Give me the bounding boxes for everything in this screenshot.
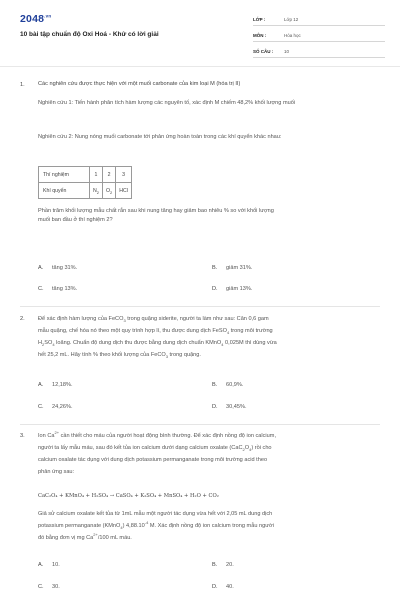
text-run: Để xác định hàm lượng của FeCO	[38, 316, 124, 322]
text-run: SO	[44, 340, 53, 346]
text-run: trong quặng siderite, người ta làm như sau: Cân 0,6 gam	[125, 316, 269, 322]
meta-label: MÔN :	[253, 33, 267, 38]
formula-superscript: -4	[144, 520, 149, 526]
answer-option-a[interactable]	[38, 265, 77, 271]
site-logo[interactable]	[20, 13, 51, 25]
text-run: O	[244, 445, 250, 451]
option-letter: C.	[38, 404, 44, 410]
option-letter: D.	[212, 286, 218, 292]
question-line	[38, 351, 386, 360]
formula-subscript: 2	[96, 189, 99, 195]
formula-subscript: 4	[120, 525, 123, 531]
text-run: H	[38, 340, 43, 346]
text-run: trong quặng.	[167, 352, 201, 358]
text-run: 0,025M thì dùng vừa	[223, 340, 277, 346]
option-letter: A.	[38, 382, 44, 388]
text-run: loãng. Chuẩn độ dung dịch thu được bằng dung dịch chuẩn KMnO	[54, 340, 222, 346]
option-text: 40.	[226, 584, 234, 590]
text-run: mẫu quặng, chế hóa nó theo một quy trình hợp lí, thu được dung dịch FeSO	[38, 328, 227, 334]
question-text: Các nghiên cứu được thực hiện với một muối carbonate của kim loại M (hóa trị II)	[38, 81, 241, 87]
formula-subscript: 4	[249, 447, 252, 453]
answer-option-a[interactable]	[38, 562, 60, 568]
option-text: 20.	[226, 562, 234, 568]
question-line: Giả sử calcium oxalate kết tủa từ 1mL mẫu một người tác dụng vừa hết với 2,05 mL dung dịch	[38, 511, 273, 517]
formula-subscript: 2	[42, 342, 45, 348]
question-line	[38, 534, 386, 543]
question-line	[38, 315, 386, 324]
table-cell: HCl	[116, 183, 132, 199]
question-divider	[20, 424, 380, 425]
answer-option-d[interactable]	[212, 584, 234, 590]
option-text: tăng 13%.	[52, 286, 78, 292]
option-letter: B.	[212, 562, 218, 568]
option-text: 24,26%.	[52, 404, 73, 410]
table-row	[39, 183, 132, 199]
formula-superscript: 2+	[93, 532, 98, 538]
answer-option-c[interactable]	[38, 584, 60, 590]
meta-row-subject	[253, 30, 385, 42]
answer-option-b[interactable]	[212, 265, 252, 271]
question-line	[38, 432, 386, 441]
meta-value: Lớp 12	[284, 17, 299, 22]
text-run: ) rồi cho	[251, 445, 272, 451]
question-prompt-line: muối ban đầu ở thí nghiệm 2?	[38, 217, 113, 223]
option-text: giảm 13%.	[226, 286, 253, 292]
page-header	[0, 0, 400, 68]
table-cell	[102, 183, 115, 199]
question-divider	[20, 306, 380, 307]
question-line	[38, 444, 386, 453]
answer-option-d[interactable]	[212, 286, 252, 292]
meta-row-class	[253, 14, 385, 26]
formula-subscript: 3	[123, 318, 126, 324]
study-2-text: Nghiên cứu 2: Nung nóng muối carbonate tới phản ứng hoàn toàn trong các khí quyển khác nhau:	[38, 134, 282, 140]
option-letter: B.	[212, 382, 218, 388]
table-cell: Thí nghiệm	[39, 167, 90, 183]
table-cell: 3	[116, 167, 132, 183]
text-run: potassium permanganate (KMnO	[38, 523, 121, 529]
header-divider	[0, 66, 400, 67]
answer-option-d[interactable]	[212, 404, 247, 410]
table-cell: 1	[90, 167, 103, 183]
formula-subscript: 4	[52, 342, 55, 348]
answer-option-c[interactable]	[38, 404, 73, 410]
option-letter: A.	[38, 562, 44, 568]
formula-text: O	[105, 187, 111, 194]
formula-subscript: 2	[242, 447, 245, 453]
table-cell: Khí quyển	[39, 183, 90, 199]
option-text: 60,9%.	[226, 382, 244, 388]
question-line	[38, 339, 386, 348]
text-run: người ta lấy mẫu máu, sau đó kết tủa ion calcium dưới dạng calcium oxalate (CaC	[38, 445, 243, 451]
meta-row-count	[253, 46, 385, 58]
text-run: đó bằng đơn vị mg Ca	[38, 535, 94, 541]
option-text: giảm 31%.	[226, 265, 253, 271]
page-title: 10 bài tập chuẩn độ Oxi Hoá - Khử có lời giải	[20, 31, 159, 38]
question-line: phản ứng sau:	[38, 469, 75, 475]
meta-label: SỐ CÂU :	[253, 49, 274, 54]
text-run: M. Xác định nồng độ ion calcium trong mẫu người	[148, 523, 274, 529]
experiment-table	[38, 166, 132, 199]
option-letter: D.	[212, 404, 218, 410]
formula-subscript: 4	[226, 330, 230, 336]
option-text: 30.	[52, 584, 60, 590]
answer-option-b[interactable]	[212, 562, 234, 568]
text-run: /100 mL máu.	[97, 535, 132, 541]
table-cell	[90, 183, 103, 199]
text-run: hết 25,2 mL. Hãy tính % theo khối lượng của FeCO	[38, 352, 166, 358]
option-text: 10.	[52, 562, 60, 568]
option-letter: C.	[38, 584, 44, 590]
table-row	[39, 167, 132, 183]
text-run: trong môi trường	[229, 328, 273, 334]
text-run: Ion Ca	[38, 433, 55, 439]
option-text: 30,45%.	[226, 404, 247, 410]
option-text: tăng 31%.	[52, 265, 78, 271]
meta-value: 10	[284, 49, 290, 54]
question-line	[38, 522, 386, 531]
formula-superscript: 2+	[54, 430, 60, 436]
option-letter: A.	[38, 265, 44, 271]
question-line: calcium oxalate tác dụng với dung dịch potassium permanganate trong môi trường acid theo	[38, 457, 268, 463]
logo-suffix: .vn	[44, 13, 52, 19]
formula-subscript: 4	[221, 342, 224, 348]
logo-text: 2048	[20, 13, 45, 25]
option-letter: C.	[38, 286, 44, 292]
option-letter: B.	[212, 265, 218, 271]
meta-panel	[253, 14, 385, 62]
study-1-text: Nghiên cứu 1: Tiến hành phân tích hàm lượng các nguyên tố, xác định M chiếm 48,2% khối lượng muối	[38, 100, 296, 106]
chemical-equation: CaC₂O₄ + KMnO₄ + H₂SO₄ → CaSO₄ + K₂SO₄ + MnSO₄ + H₂O + CO₂	[38, 493, 219, 499]
meta-label: LỚP :	[253, 17, 266, 22]
answer-option-a[interactable]	[38, 382, 73, 388]
question-number: 1.	[20, 82, 25, 88]
formula-subscript: 2	[110, 189, 113, 195]
answer-option-c[interactable]	[38, 286, 77, 292]
meta-value: Hóa học	[284, 33, 301, 38]
text-run: ) 4,88.10	[122, 523, 145, 529]
option-letter: D.	[212, 584, 218, 590]
formula-subscript: 3	[165, 354, 168, 360]
option-text: 12,18%.	[52, 382, 73, 388]
table-cell: 2	[102, 167, 115, 183]
answer-option-b[interactable]	[212, 382, 243, 388]
question-prompt-line: Phần trăm khối lượng mẫu chất rắn sau khi nung tăng hay giảm bao nhiêu % so với khối lượng	[38, 208, 274, 214]
text-run: cần thiết cho máu của người hoạt động bình thường. Để xác định nồng độ ion calcium,	[59, 433, 277, 439]
question-line	[38, 327, 386, 336]
formula-text: N	[93, 187, 97, 194]
question-number: 3.	[20, 433, 25, 439]
question-number: 2.	[20, 316, 25, 322]
